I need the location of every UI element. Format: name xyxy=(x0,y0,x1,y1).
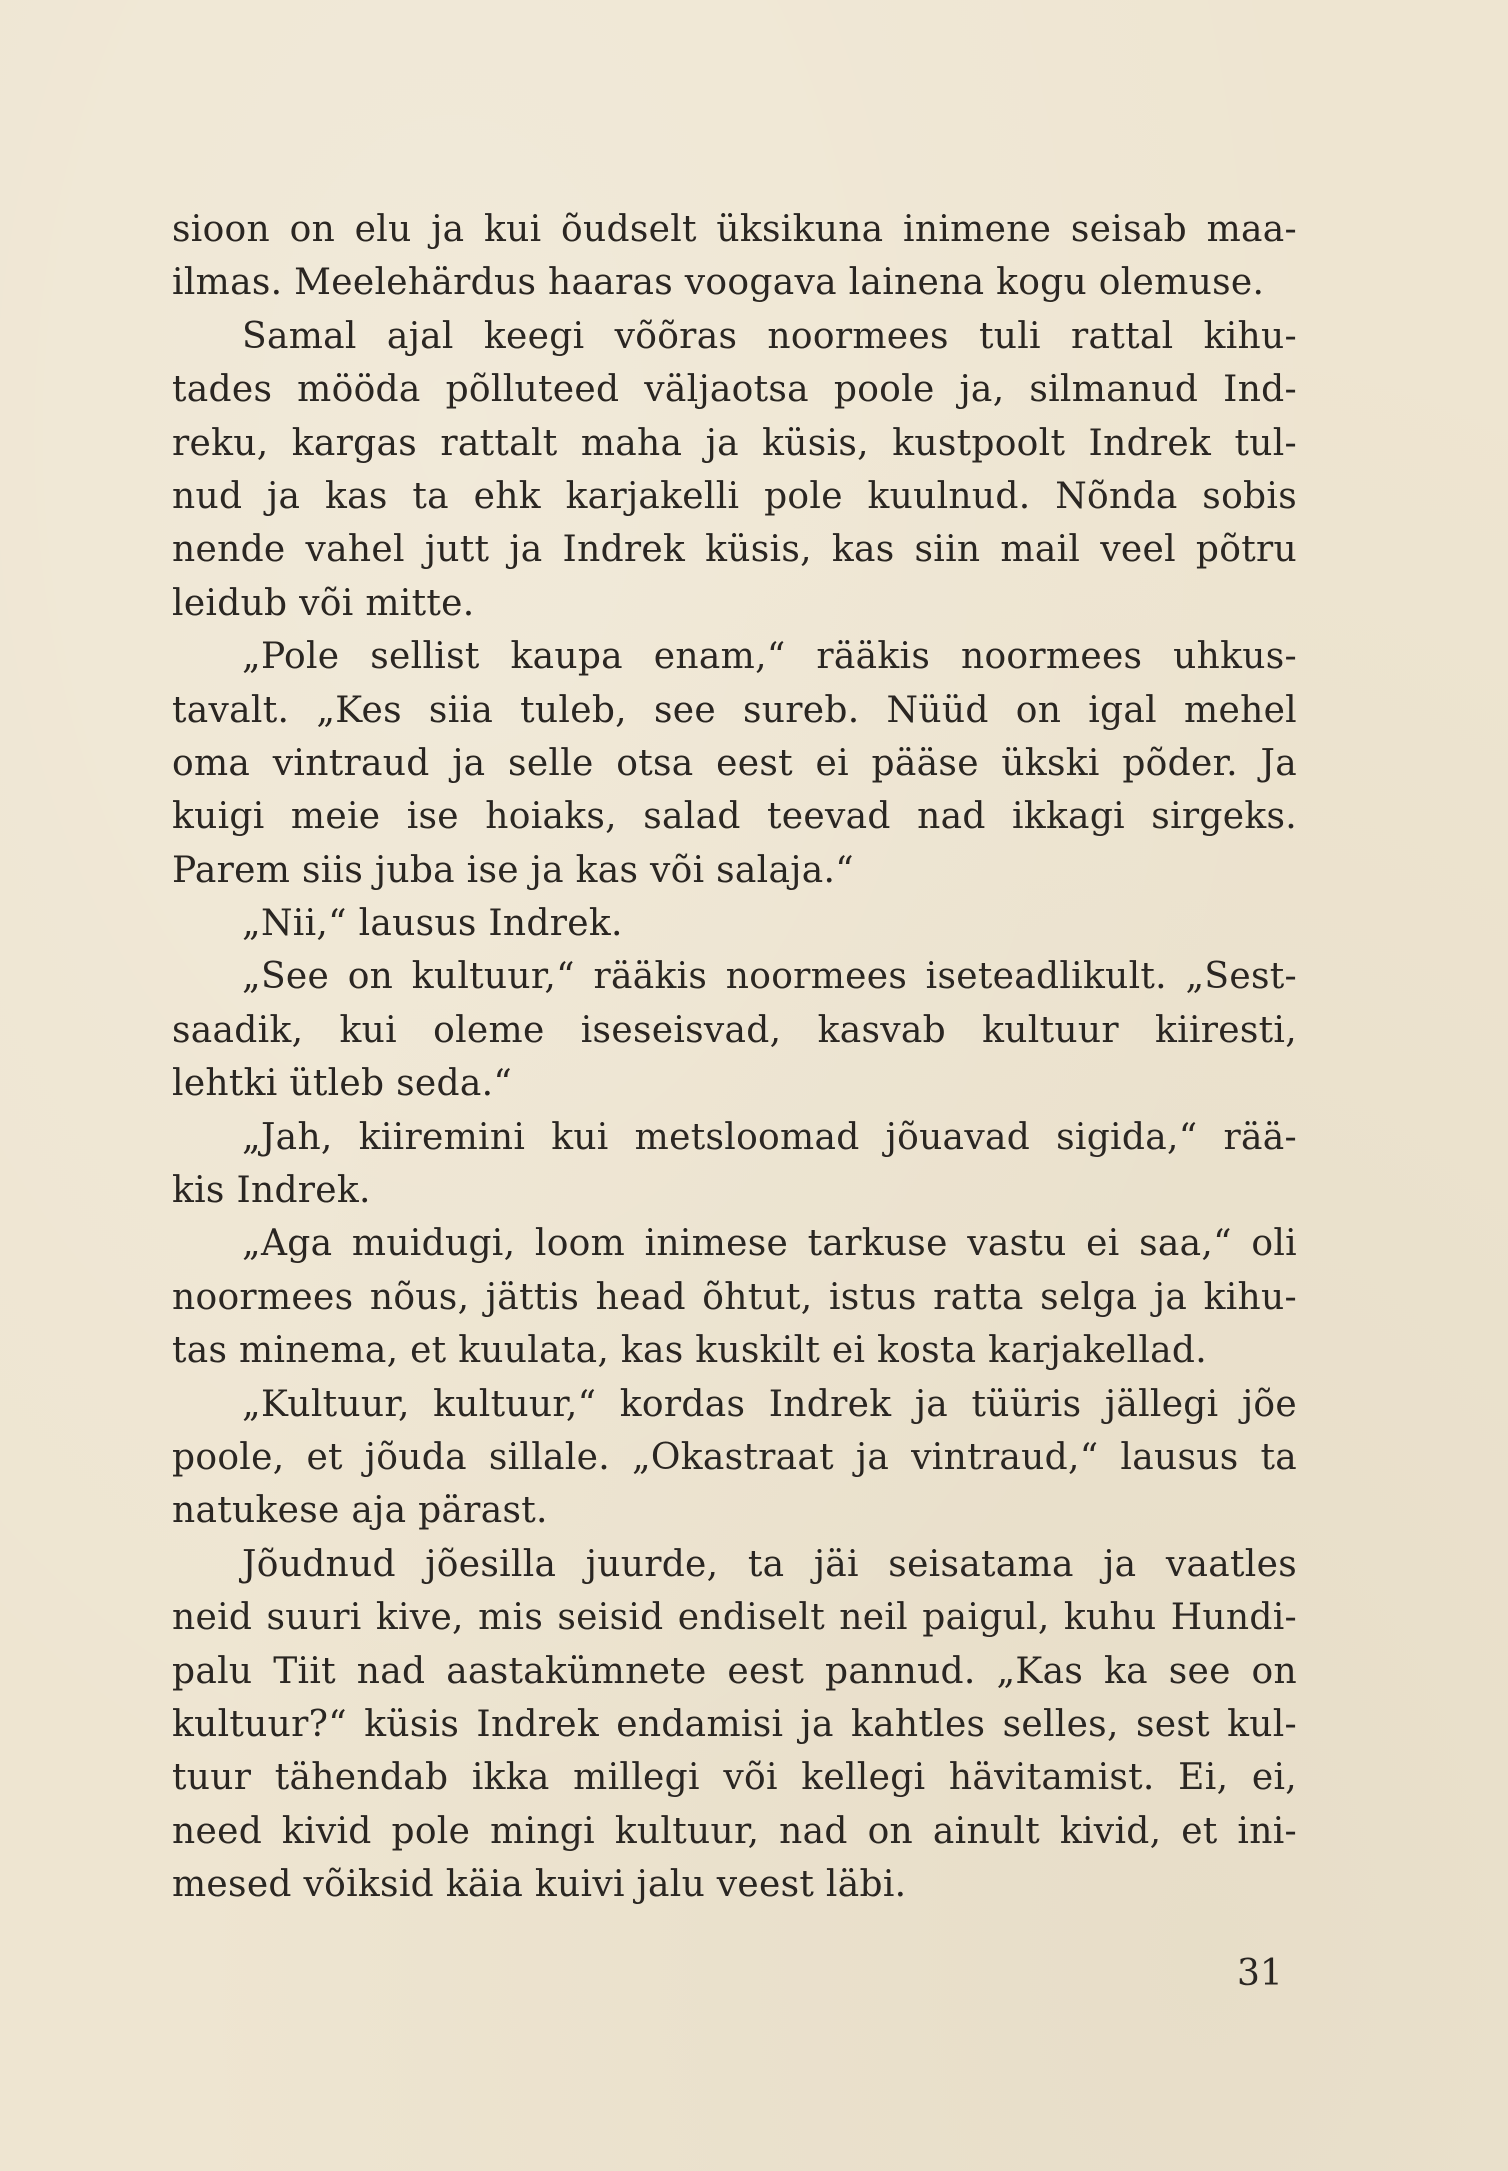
text-line: lehtki ütleb seda.“ xyxy=(172,1063,513,1105)
text-line: „Jah, kiiremini kui metsloomad jõuavad sigida,“ rää- xyxy=(242,1116,1297,1158)
text-line: „Aga muidugi, loom inimese tarkuse vastu ei saa,“ oli xyxy=(242,1223,1297,1265)
text-line: kultuur?“ küsis Indrek endamisi ja kahtles selles, sest kul- xyxy=(172,1703,1297,1745)
page-number: 31 xyxy=(1237,1953,1283,1994)
text-line: mesed võiksid käia kuivi jalu veest läbi. xyxy=(172,1864,907,1906)
text-line: palu Tiit nad aastakümnete eest pannud. „Kas ka see on xyxy=(172,1650,1297,1692)
text-line: kis Indrek. xyxy=(172,1170,371,1212)
text-line: sioon on elu ja kui õudselt üksikuna inimene seisab maa- xyxy=(172,209,1297,250)
text-line: leidub või mitte. xyxy=(172,582,475,624)
text-line: noormees nõus, jättis head õhtut, istus ratta selga ja kihu- xyxy=(172,1276,1297,1318)
text-line: nud ja kas ta ehk karjakelli pole kuulnud. Nõnda sobis xyxy=(172,475,1297,517)
text-line: tades mööda põlluteed väljaotsa poole ja, silmanud Ind- xyxy=(172,369,1297,411)
text-line: reku, kargas rattalt maha ja küsis, kustpoolt Indrek tul- xyxy=(172,422,1297,464)
text-line: tuur tähendab ikka millegi või kellegi hävitamist. Ei, ei, xyxy=(172,1757,1297,1799)
text-line: „Nii,“ lausus Indrek. xyxy=(242,903,623,945)
text-line: kuigi meie ise hoiaks, salad teevad nad ikkagi sirgeks. xyxy=(172,796,1297,838)
text-line: tas minema, et kuulata, kas kuskilt ei kosta karjakellad. xyxy=(172,1330,1207,1372)
text-line: oma vintraud ja selle otsa eest ei pääse ükski põder. Ja xyxy=(172,742,1297,784)
text-line: saadik, kui oleme iseseisvad, kasvab kultuur kiiresti, xyxy=(172,1009,1297,1051)
text-line: ilmas. Meelehärdus haaras voogava lainena kogu olemuse. xyxy=(172,262,1265,304)
text-line: „Pole sellist kaupa enam,“ rääkis noormees uhkus- xyxy=(242,636,1297,678)
text-line: Parem siis juba ise ja kas või salaja.“ xyxy=(172,849,854,891)
text-line: tavalt. „Kes siia tuleb, see sureb. Nüüd on igal mehel xyxy=(172,689,1297,731)
text-line: neid suuri kive, mis seisid endiselt neil paigul, kuhu Hundi- xyxy=(172,1597,1297,1639)
text-line: Jõudnud jõesilla juurde, ta jäi seisatama ja vaatles xyxy=(242,1543,1297,1585)
body-text xyxy=(172,203,1297,1912)
text-line: natukese aja pärast. xyxy=(172,1490,548,1532)
text-line: poole, et jõuda sillale. „Okastraat ja vintraud,“ lausus ta xyxy=(172,1436,1297,1478)
text-line: nende vahel jutt ja Indrek küsis, kas siin mail veel põtru xyxy=(172,529,1297,571)
text-line: „See on kultuur,“ rääkis noormees iseteadlikult. „Sest- xyxy=(242,956,1297,998)
text-line: „Kultuur, kultuur,“ kordas Indrek ja tüüris jällegi jõe xyxy=(242,1383,1297,1425)
text-line: Samal ajal keegi võõras noormees tuli rattal kihu- xyxy=(242,315,1297,357)
text-line: need kivid pole mingi kultuur, nad on ainult kivid, et ini- xyxy=(172,1810,1297,1852)
